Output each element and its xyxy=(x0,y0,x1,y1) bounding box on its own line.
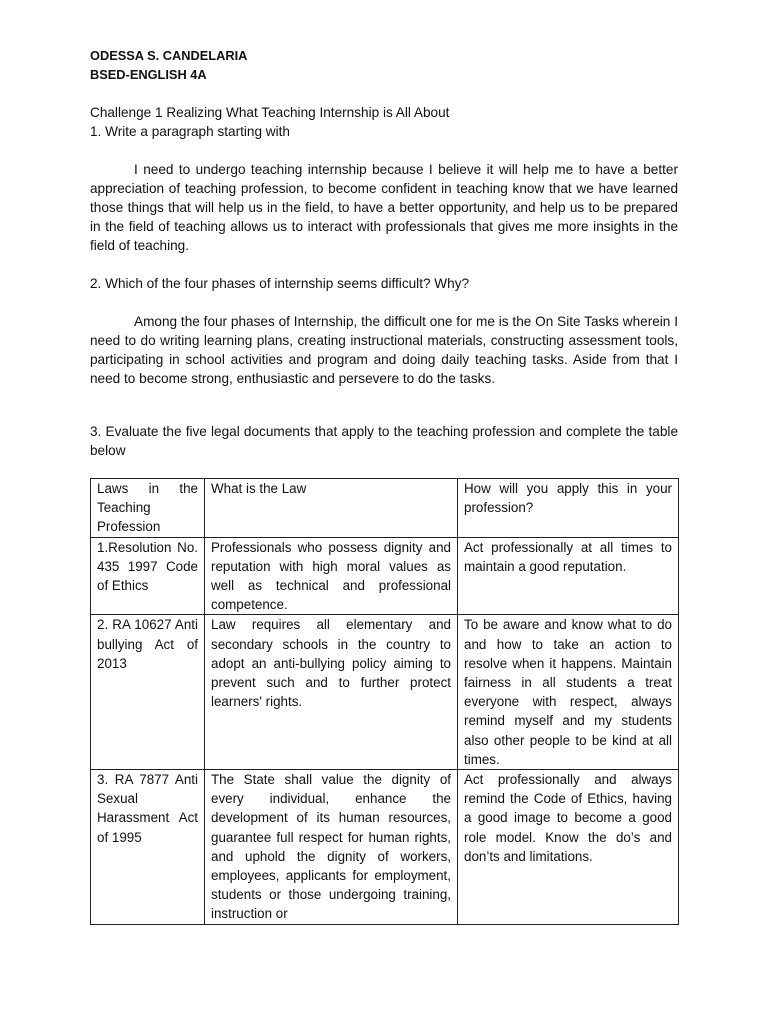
challenge-title: Challenge 1 Realizing What Teaching Internship is All About xyxy=(90,105,450,120)
question-1-answer: I need to undergo teaching internship because I believe it will help me to have a better appreciation of teaching profession, to become confident in teaching know that we have learned those things that will help us in the field, to have a better opportunity, and help us to be prepared in the field of teaching allows us to interact with professionals that gives me more insights in the field of teaching. xyxy=(90,162,678,253)
document-page xyxy=(90,46,678,925)
question-1-prompt: 1. Write a paragraph starting with xyxy=(90,124,290,139)
row-what: The State shall value the dignity of every individual, enhance the development of its human resources, guarantee full respect for human rights, and uphold the dignity of workers, employees, applicants for employment, students or those undergoing training, instruction or xyxy=(205,770,458,925)
header-laws: Laws in the Teaching Profession xyxy=(91,479,205,538)
row-apply: Act professionally and always remind the Code of Ethics, having a good image to become a good role model. Know the do’s and don’ts and limitations. xyxy=(458,770,679,925)
row-what: Law requires all elementary and secondary schools in the country to adopt an anti-bullying policy aiming to prevent such and to further protect learners' rights. xyxy=(205,615,458,770)
author-name: ODESSA S. CANDELARIA xyxy=(90,48,248,63)
header-what: What is the Law xyxy=(205,479,458,538)
header-apply: How will you apply this in your profession? xyxy=(458,479,679,538)
legal-documents-table xyxy=(90,478,679,925)
table-row xyxy=(91,770,679,925)
row-law: 1.Resolution No. 435 1997 Code of Ethics xyxy=(91,537,205,615)
row-law: 3. RA 7877 Anti Sexual Harassment Act of 1995 xyxy=(91,770,205,925)
question-2-prompt: 2. Which of the four phases of internship seems difficult? Why? xyxy=(90,276,470,291)
author-course: BSED-ENGLISH 4A xyxy=(90,67,207,82)
table-row xyxy=(91,537,679,615)
row-what: Professionals who possess dignity and reputation with high moral values as well as technical and professional competence. xyxy=(205,537,458,615)
row-law: 2. RA 10627 Anti bullying Act of 2013 xyxy=(91,615,205,770)
row-apply: To be aware and know what to do and how to take an action to resolve when it happens. Maintain fairness in all students a treat everyone with respect, always remind myself and my students also other people to be kind at all times. xyxy=(458,615,679,770)
row-apply: Act professionally at all times to maintain a good reputation. xyxy=(458,537,679,615)
table-header-row xyxy=(91,479,679,538)
table-row xyxy=(91,615,679,770)
question-2-answer: Among the four phases of Internship, the difficult one for me is the On Site Tasks wherein I need to do writing learning plans, creating instructional materials, constructing assessment tools, participating in school activities and program and doing daily teaching tasks. Aside from that I need to become strong, enthusiastic and persevere to do the tasks. xyxy=(90,314,678,386)
question-3-prompt: 3. Evaluate the five legal documents that apply to the teaching profession and complete the table below xyxy=(90,424,678,458)
